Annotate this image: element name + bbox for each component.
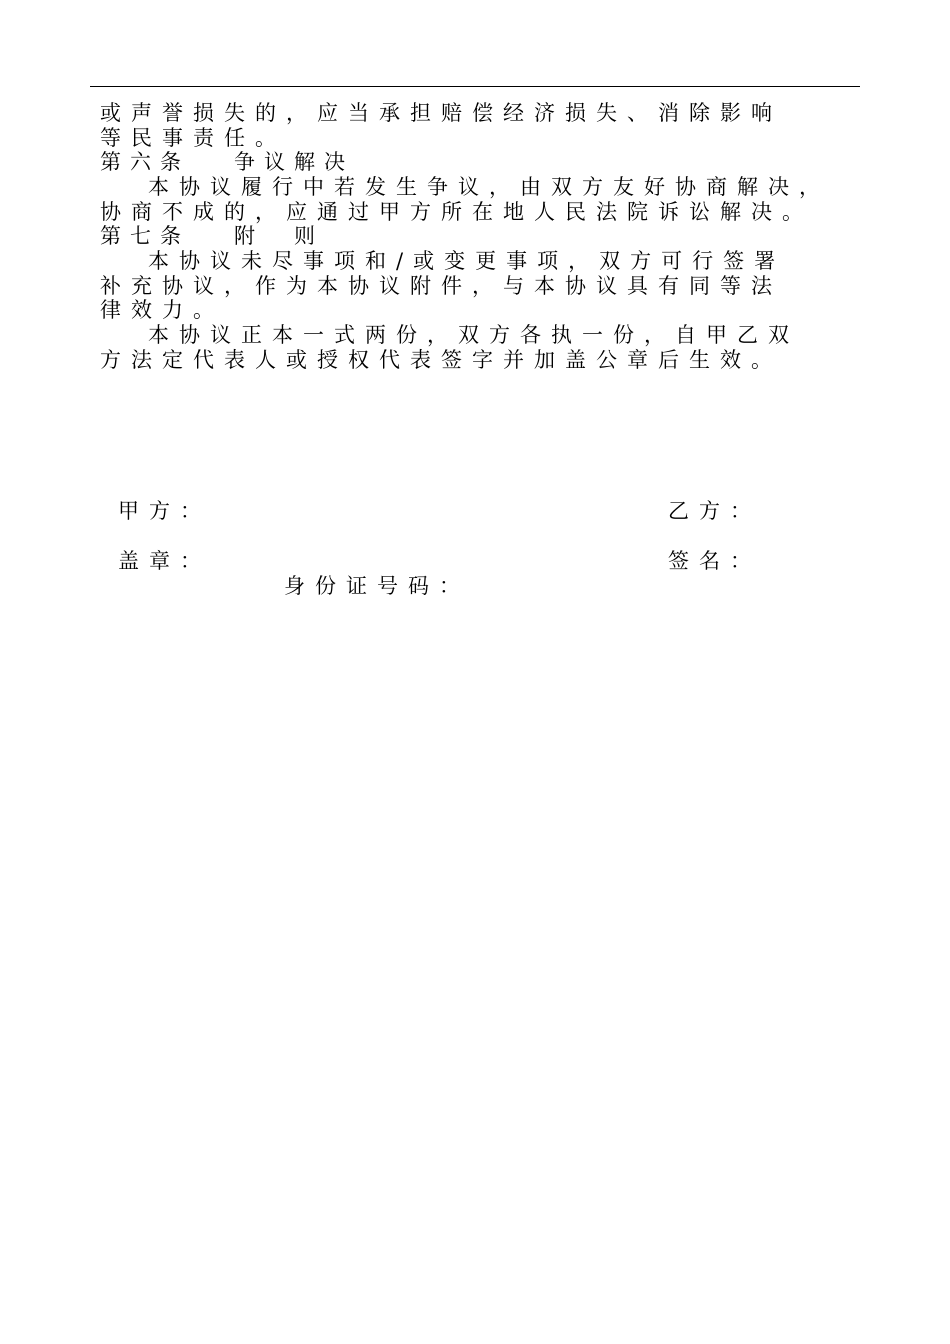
body-line-1: 或声誉损失的，应当承担赔偿经济损失、消除影响 <box>100 101 782 125</box>
body-line-6: 补充协议，作为本协议附件，与本协议具有同等法 <box>100 274 782 298</box>
sign-label: 签名： <box>668 549 761 573</box>
article-6-title: 争议解决 <box>234 150 354 174</box>
header-rule <box>90 86 860 87</box>
article-7-heading <box>100 224 324 248</box>
body-line-7: 律效力。 <box>100 298 224 322</box>
body-line-5: 本协议未尽事项和/或变更事项，双方可行签署 <box>148 249 786 273</box>
article-6-heading <box>100 150 354 174</box>
party-b-label: 乙方： <box>668 499 761 523</box>
article-7-number: 第七条 <box>100 224 190 248</box>
seal-label: 盖章： <box>118 549 211 573</box>
article-6-number: 第六条 <box>100 150 190 174</box>
article-7-title: 附 则 <box>234 224 324 248</box>
body-line-4: 协商不成的，应通过甲方所在地人民法院诉讼解决。 <box>100 200 813 224</box>
body-line-9: 方法定代表人或授权代表签字并加盖公章后生效。 <box>100 348 782 372</box>
body-line-2: 等民事责任。 <box>100 126 286 150</box>
body-line-3: 本协议履行中若发生争议，由双方友好协商解决， <box>148 175 830 199</box>
id-number-label: 身份证号码： <box>284 574 470 598</box>
party-a-label: 甲方： <box>118 499 211 523</box>
body-line-8: 本协议正本一式两份，双方各执一份，自甲乙双 <box>148 323 799 347</box>
